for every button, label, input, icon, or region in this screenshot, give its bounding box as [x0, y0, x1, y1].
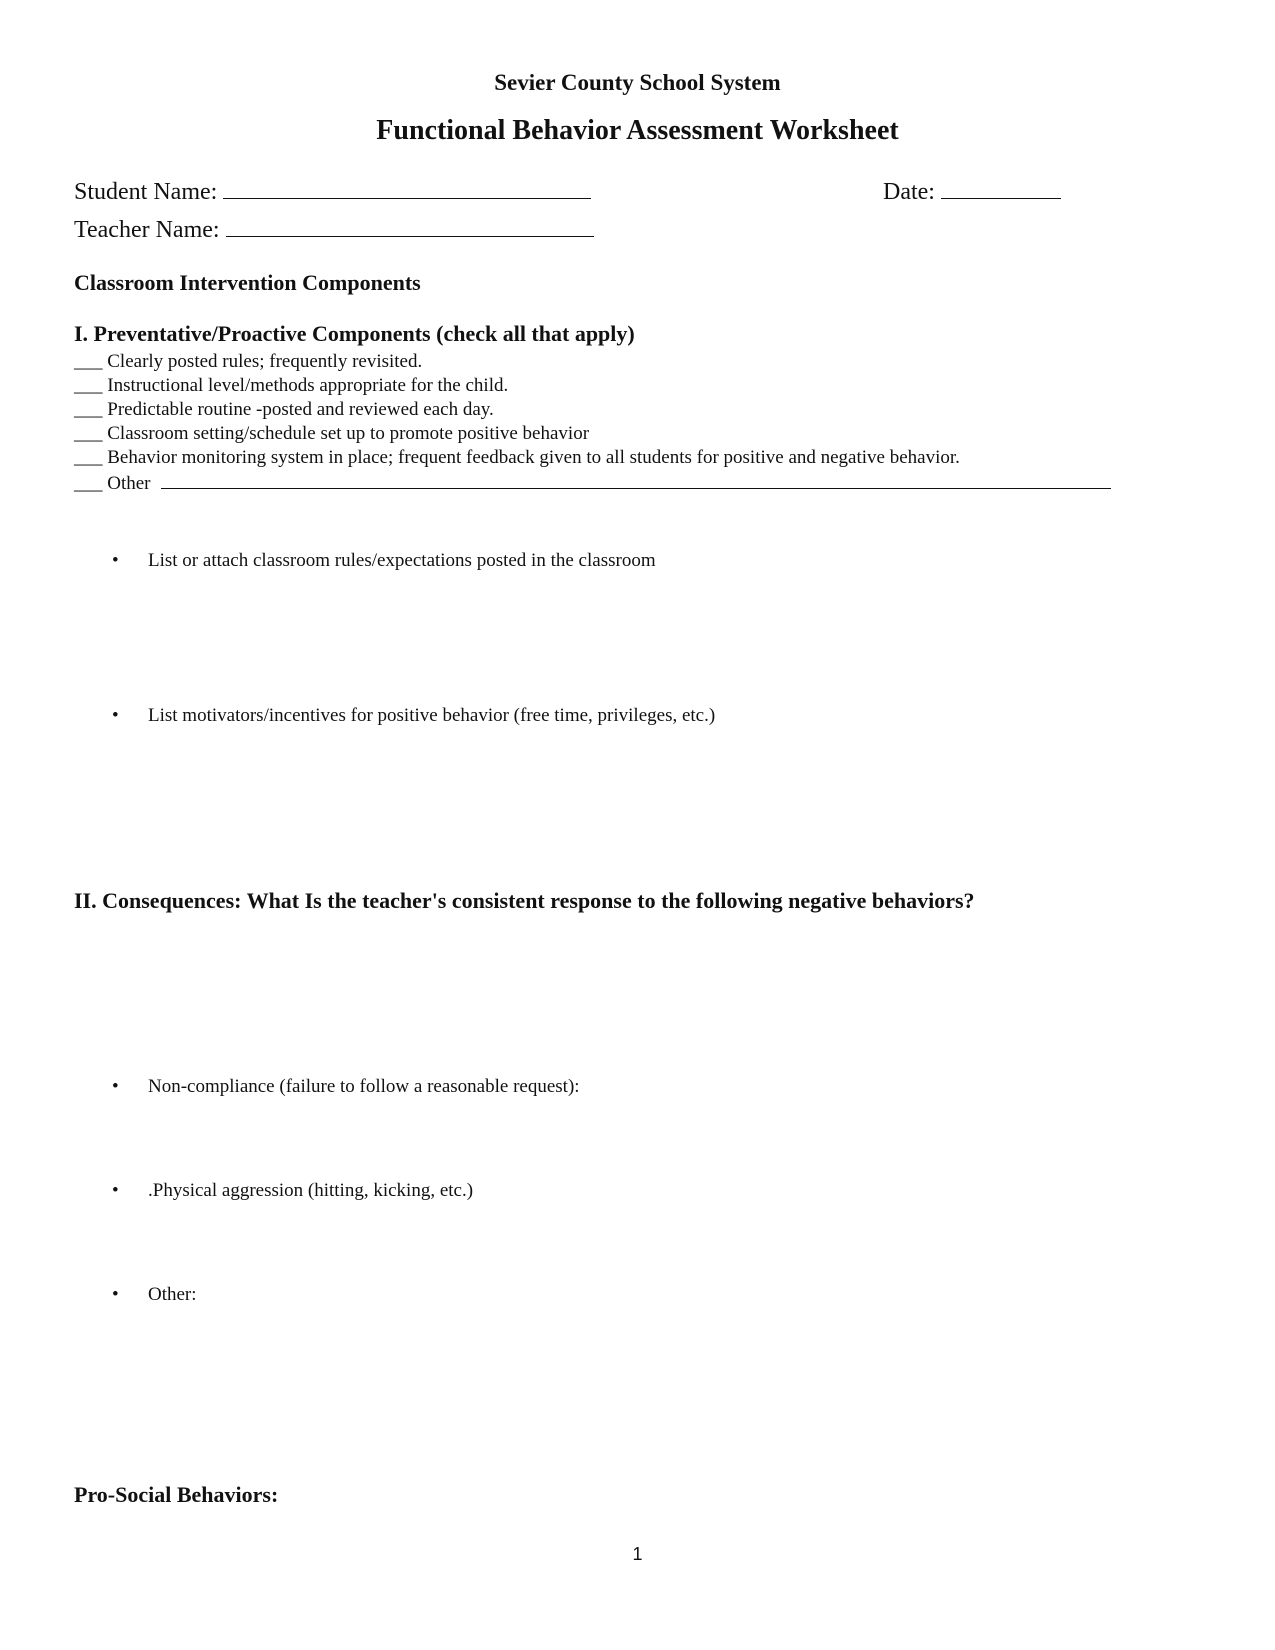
date-label: Date:: [883, 179, 935, 205]
check-item-label: Classroom setting/schedule set up to promote positive behavior: [107, 423, 590, 444]
date-blank[interactable]: [941, 176, 1061, 199]
rules-prompt: List or attach classroom rules/expectations posted in the classroom: [148, 550, 656, 571]
teacher-name-blank[interactable]: [226, 214, 594, 237]
check-item-label: Instructional level/methods appropriate for the child.: [107, 375, 509, 396]
bullet-icon: •: [112, 550, 119, 571]
consequences-heading: II. Consequences: What Is the teacher's consistent response to the following negative behaviors?: [74, 888, 975, 913]
check-item-label: Behavior monitoring system in place; frequent feedback given to all students for positive and negative behavior.: [107, 447, 960, 468]
check-item-label: Other: [107, 473, 151, 494]
date-field[interactable]: [883, 176, 1061, 206]
classroom-heading: Classroom Intervention Components: [74, 270, 421, 295]
student-name-field[interactable]: [74, 176, 591, 206]
motivators-prompt: List motivators/incentives for positive behavior (free time, privileges, etc.): [148, 705, 716, 726]
check-item-label: Clearly posted rules; frequently revisited.: [107, 351, 423, 372]
prosocial-heading: Pro-Social Behaviors:: [74, 1482, 279, 1507]
other-consequence-prompt: Other:: [148, 1284, 197, 1305]
check-item[interactable]: [74, 350, 422, 374]
check-blank[interactable]: ___: [74, 447, 103, 468]
check-item-label: Predictable routine -posted and reviewed each day.: [107, 399, 494, 420]
check-item[interactable]: [74, 422, 589, 446]
bullet-icon: •: [112, 1076, 119, 1097]
check-blank[interactable]: ___: [74, 399, 103, 420]
organization-name: Sevier County School System: [494, 70, 781, 95]
teacher-name-field[interactable]: [74, 214, 594, 244]
check-item[interactable]: [74, 446, 960, 470]
bullet-icon: •: [112, 705, 119, 726]
check-blank[interactable]: ___: [74, 423, 103, 444]
check-blank[interactable]: ___: [74, 473, 103, 494]
check-item[interactable]: [74, 374, 508, 398]
bullet-icon: •: [112, 1284, 119, 1305]
other-blank[interactable]: [161, 470, 1111, 489]
noncompliance-prompt: Non-compliance (failure to follow a reasonable request):: [148, 1076, 580, 1097]
preventative-heading: I. Preventative/Proactive Components (check all that apply): [74, 321, 635, 346]
student-name-blank[interactable]: [223, 176, 591, 199]
bullet-icon: •: [112, 1180, 119, 1201]
worksheet-title: Functional Behavior Assessment Worksheet: [376, 115, 899, 146]
aggression-prompt: .Physical aggression (hitting, kicking, etc.): [148, 1180, 474, 1201]
student-name-label: Student Name:: [74, 179, 218, 205]
check-blank[interactable]: ___: [74, 351, 103, 372]
check-item[interactable]: [74, 398, 494, 422]
check-item-other[interactable]: [74, 470, 1111, 496]
teacher-name-label: Teacher Name:: [74, 217, 220, 243]
check-blank[interactable]: ___: [74, 375, 103, 396]
page-number: 1: [632, 1544, 643, 1564]
